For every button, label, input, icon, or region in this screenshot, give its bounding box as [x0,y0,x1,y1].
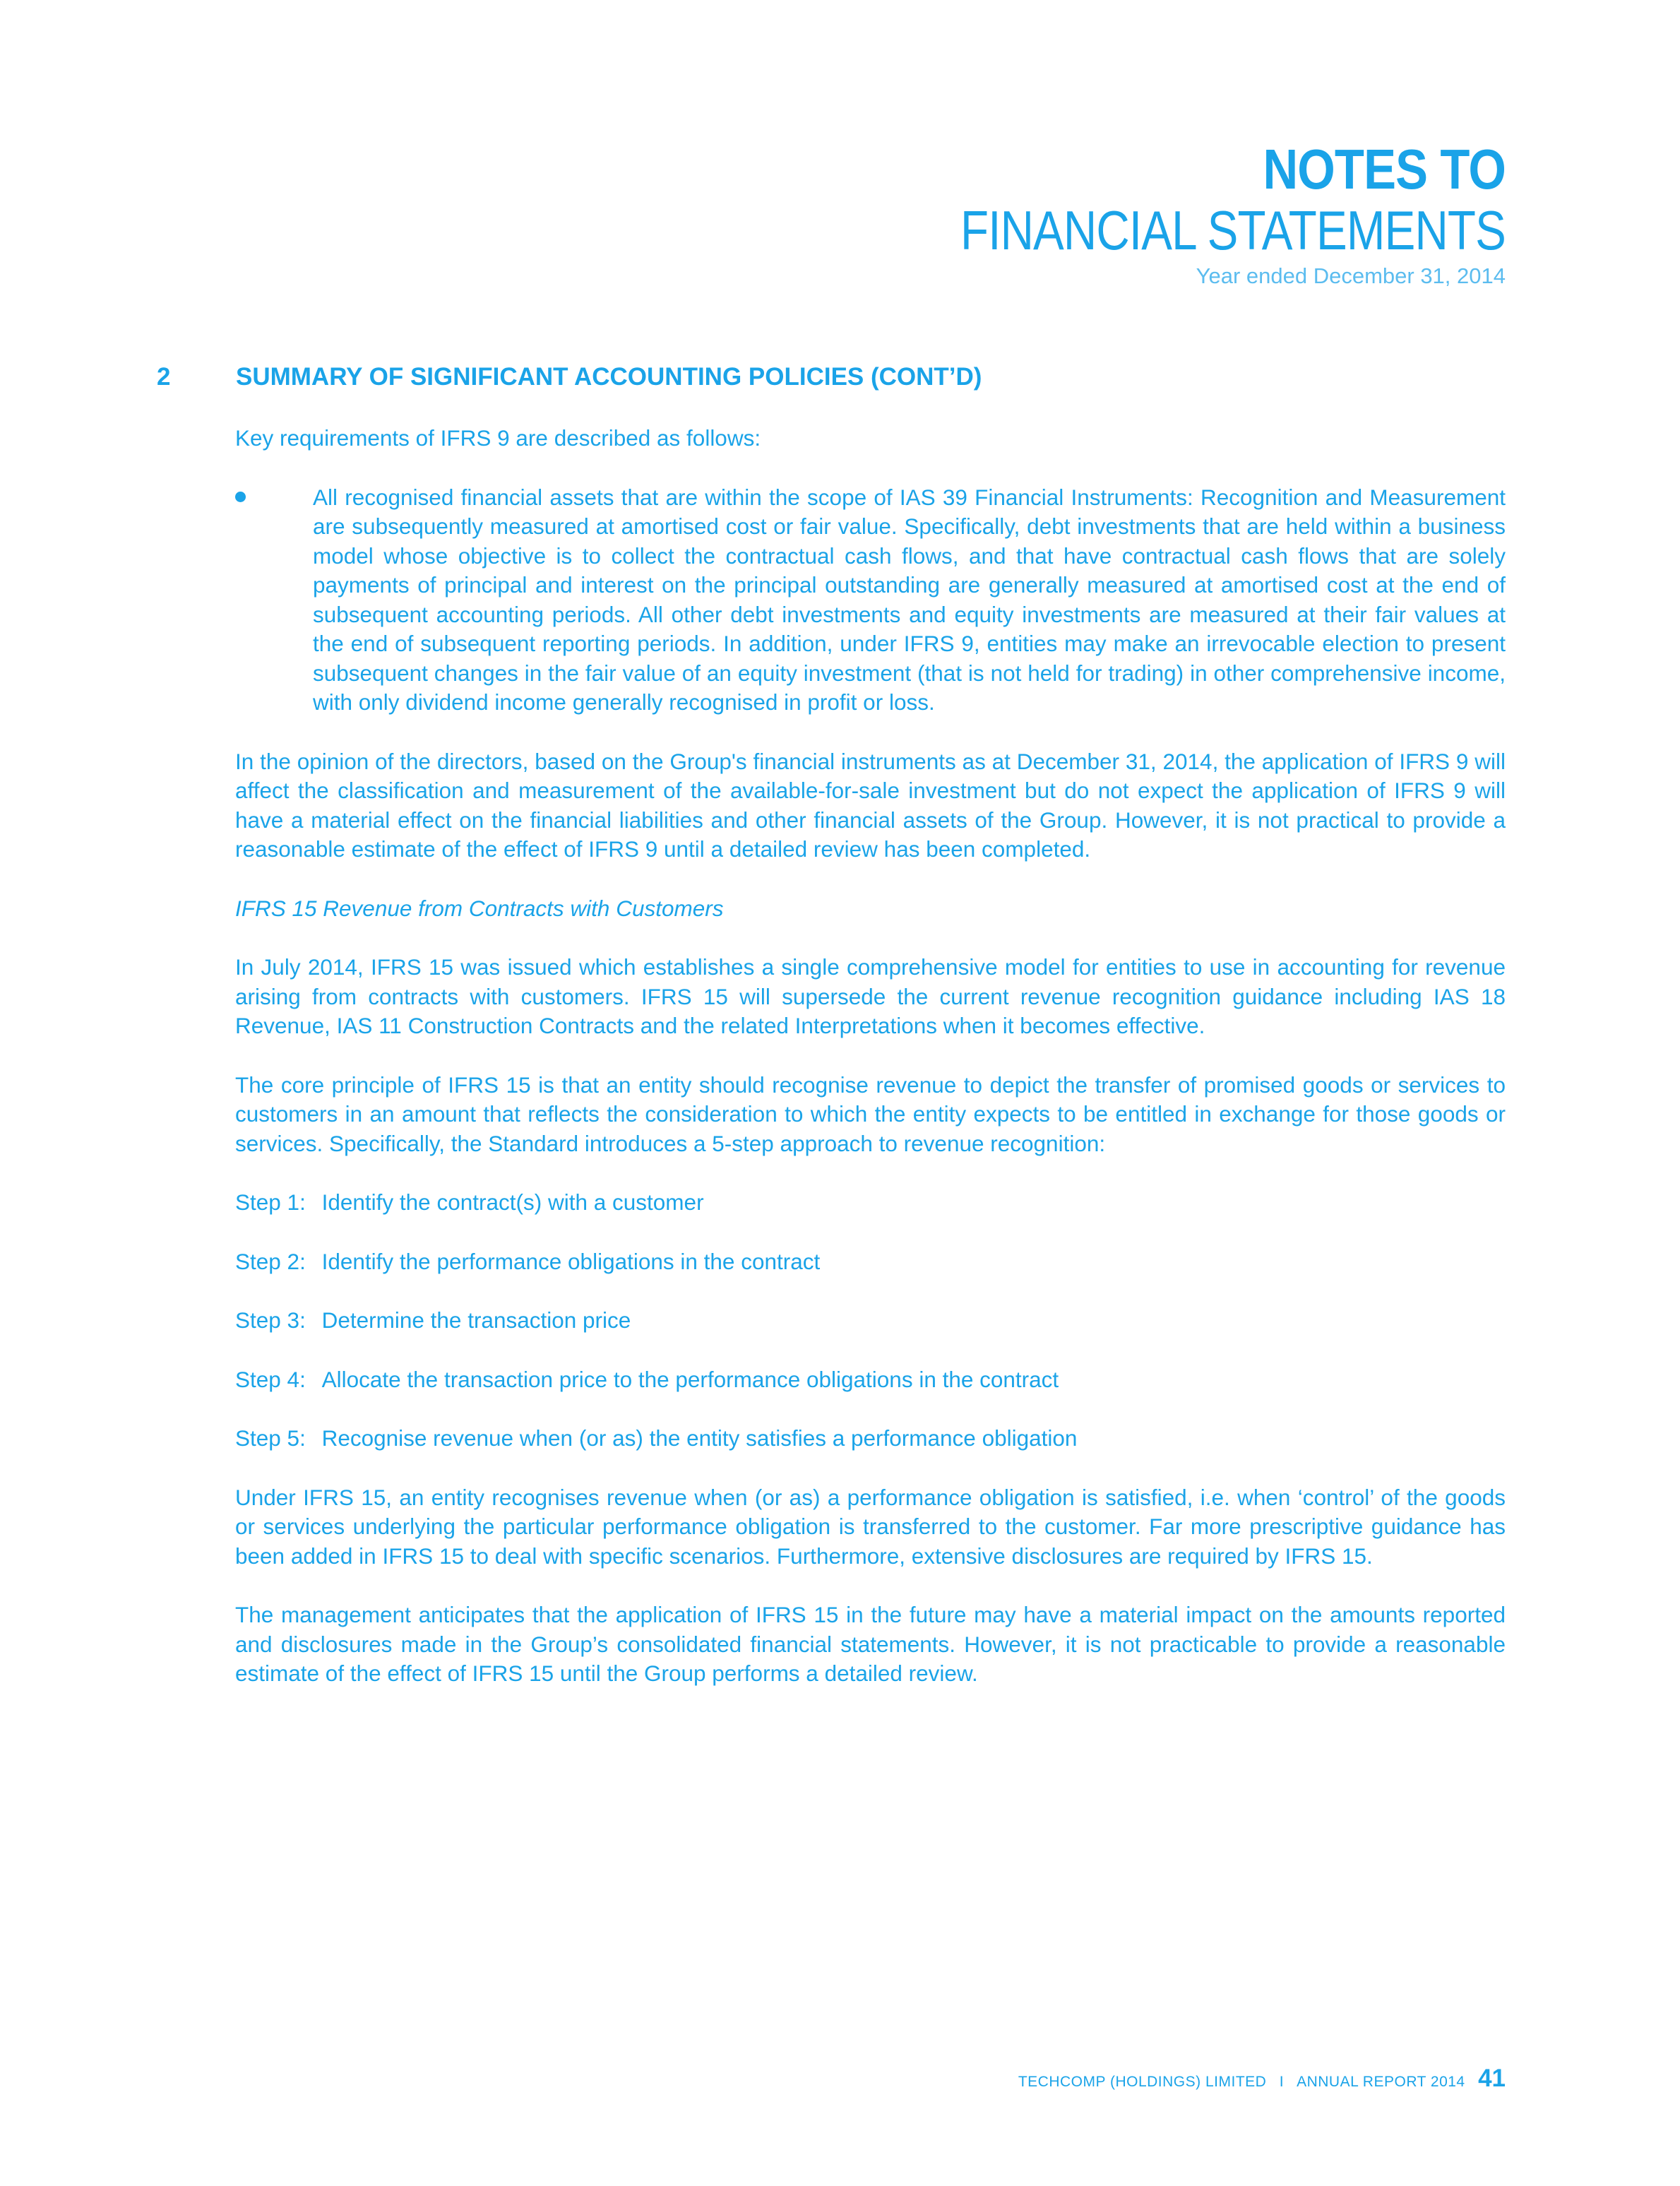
page-footer [1018,2065,1506,2093]
page-number: 41 [1478,2065,1506,2092]
ifrs15-subheading: IFRS 15 Revenue from Contracts with Customers [235,895,724,921]
header-year: Year ended December 31, 2014 [1196,263,1506,288]
step-label: Step 4: [235,1366,306,1392]
page-header [857,138,1506,292]
under-ifrs15-paragraph: Under IFRS 15, an entity recognises revenue when (or as) a performance obligation is satisfied, i.e. when ‘control’ of the goods or services underlying the particular performance obligation is transferred to the customer. Far more prescriptive guidance has been added in IFRS 15 to deal with specific scenarios. Furthermore, extensive disclosures are required by IFRS 15. [235,1484,1506,1569]
step-text: Identify the performance obligations in the contract [321,1248,821,1274]
step-label: Step 3: [235,1307,306,1333]
step-item [235,1247,1506,1277]
footer-separator: I [1279,2074,1284,2090]
step-item [235,1424,1506,1454]
step-text: Determine the transaction price [321,1307,631,1333]
step-item [235,1365,1506,1395]
step-label: Step 1: [235,1189,306,1215]
section-title: SUMMARY OF SIGNIFICANT ACCOUNTING POLICIES (CONT’D) [236,363,982,391]
opinion-paragraph: In the opinion of the directors, based on the Group's financial instruments as at December 31, 2014, the application of IFRS 9 will affect the classification and measurement of the available-for-sale investment but do not expect the application of IFRS 9 will have a material effect on the financial liabilities and other financial assets of the Group. However, it is not practical to provide a reasonable estimate of the effect of IFRS 9 until a detailed review has been completed. [235,748,1506,862]
intro-paragraph: Key requirements of IFRS 9 are described as follows: [235,425,761,451]
step-item [235,1306,1506,1336]
step-text: Allocate the transaction price to the performance obligations in the contract [321,1366,1059,1392]
footer-report: ANNUAL REPORT 2014 [1297,2074,1465,2090]
ifrs15-intro-paragraph: In July 2014, IFRS 15 was issued which establishes a single comprehensive model for entities to use in accounting for revenue arising from contracts with customers. IFRS 15 will supersede the current revenue recognition guidance including IAS 18 Revenue, IAS 11 Construction Contracts and the related Interpretations when it becomes effective. [235,954,1506,1038]
step-label: Step 2: [235,1248,306,1274]
step-text: Identify the contract(s) with a customer [321,1189,704,1215]
step-text: Recognise revenue when (or as) the entity satisfies a performance obligation [321,1425,1078,1451]
bullet-item [235,483,1506,718]
footer-company: TECHCOMP (HOLDINGS) LIMITED [1018,2074,1267,2090]
section-number: 2 [157,363,171,391]
header-subtitle: FINANCIAL STATEMENTS [960,199,1506,261]
step-label: Step 5: [235,1425,306,1451]
bullet-dot-icon [235,492,246,502]
bullet-text: All recognised financial assets that are within the scope of IAS 39 Financial Instruments: Recognition and Measurement are subsequently measured at amortised cost or fair value. Specifically, debt investments that are held within a business model whose objective is to collect the contractual cash flows, and that have contractual cash flows that are solely payments of principal and interest on the principal outstanding are generally measured at amortised cost at the end of subsequent accounting periods. All other debt investments and equity investments are measured at their fair values at the end of subsequent reporting periods. In addition, under IFRS 9, entities may make an irrevocable election to present subsequent changes in the fair value of an equity investment (that is not held for trading) in other comprehensive income, with only dividend income generally recognised in profit or loss. [313,484,1506,715]
header-title: NOTES TO [1263,138,1506,201]
management-paragraph: The management anticipates that the application of IFRS 15 in the future may have a material impact on the amounts reported and disclosures made in the Group’s consolidated financial statements. However, it is not practicable to provide a reasonable estimate of the effect of IFRS 15 until the Group performs a detailed review. [235,1602,1506,1686]
core-principle-paragraph: The core principle of IFRS 15 is that an entity should recognise revenue to depict the transfer of promised goods or services to customers in an amount that reflects the consideration to which the entity expects to be entitled in exchange for those goods or services. Specifically, the Standard introduces a 5-step approach to revenue recognition: [235,1071,1506,1156]
body-content [235,424,1506,1718]
step-item [235,1188,1506,1218]
